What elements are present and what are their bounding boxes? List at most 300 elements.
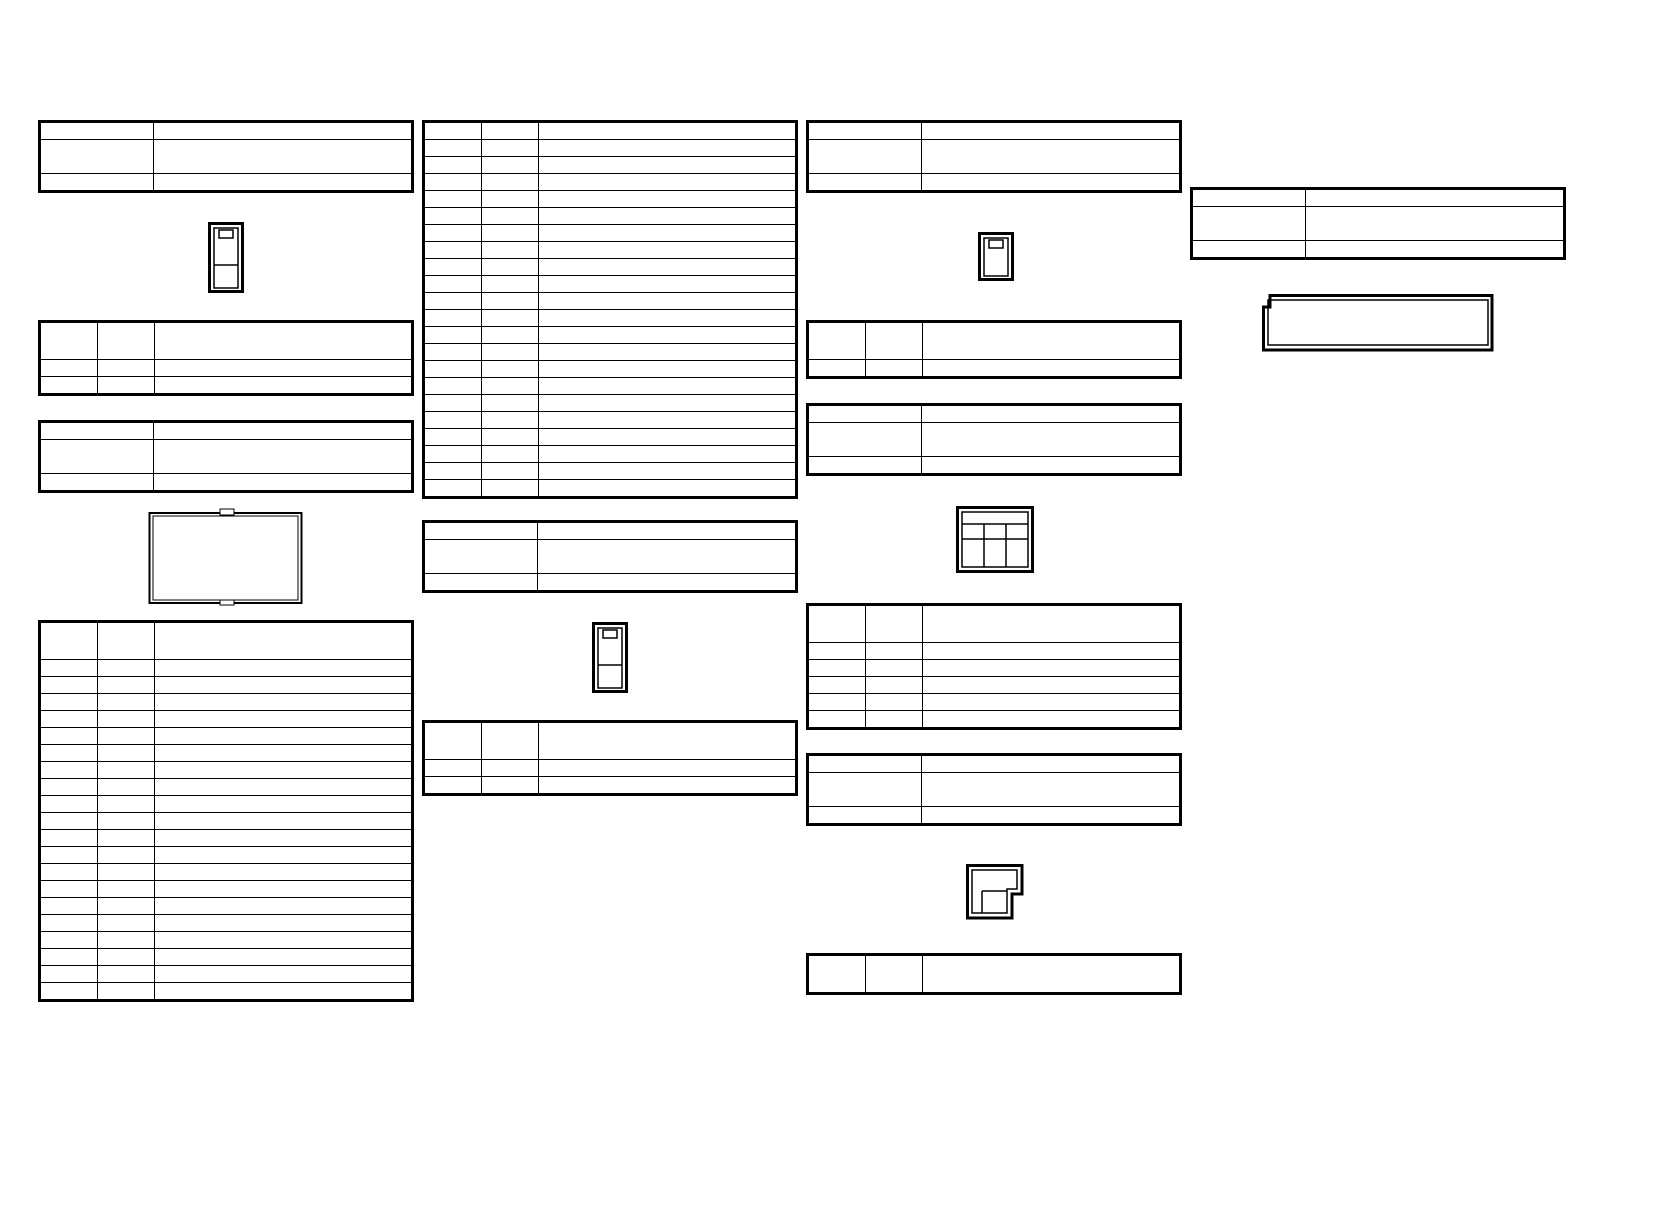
table-row	[424, 242, 797, 259]
signal-table-e106	[422, 720, 798, 796]
signal-name-cell	[155, 915, 413, 932]
connector-m1-face	[978, 232, 1016, 282]
connector-no-value	[922, 755, 1181, 773]
table-row	[424, 361, 797, 378]
terminal-no-cell	[40, 728, 98, 745]
label-connector-no	[808, 122, 922, 140]
table-row	[424, 378, 797, 395]
terminal-no-cell	[40, 847, 98, 864]
column-header-signal-name	[155, 622, 413, 660]
terminal-no-cell	[424, 361, 482, 378]
connector-m69-face	[1262, 294, 1496, 352]
table-row	[40, 711, 413, 728]
terminal-no-cell	[40, 830, 98, 847]
terminal-no-cell	[424, 293, 482, 310]
terminal-no-cell	[40, 660, 98, 677]
table-row	[40, 915, 413, 932]
label-connector-name	[40, 140, 154, 174]
label-connector-type	[424, 574, 538, 592]
signal-name-cell	[539, 361, 797, 378]
table-row	[40, 966, 413, 983]
table-row	[424, 276, 797, 293]
terminal-no-cell	[424, 174, 482, 191]
wire-color-cell	[98, 711, 155, 728]
wire-color-cell	[98, 813, 155, 830]
signal-name-cell	[155, 377, 413, 395]
table-row	[424, 446, 797, 463]
wire-color-cell	[482, 378, 539, 395]
connector-e105-face	[148, 508, 304, 606]
signal-name-cell	[155, 813, 413, 830]
label-connector-no	[40, 122, 154, 140]
connector-e1-face	[208, 222, 246, 294]
wire-color-cell	[482, 429, 539, 446]
wire-color-cell	[482, 157, 539, 174]
table-row	[424, 760, 797, 777]
terminal-no-cell	[424, 208, 482, 225]
wire-color-cell	[482, 242, 539, 259]
wire-color-cell	[482, 327, 539, 344]
signal-name-cell	[155, 983, 413, 1001]
terminal-no-cell	[424, 259, 482, 276]
connector-type-value	[154, 174, 413, 192]
table-row	[424, 429, 797, 446]
table-row	[808, 677, 1181, 694]
signal-name-cell	[155, 932, 413, 949]
wire-color-cell	[98, 677, 155, 694]
terminal-no-cell	[40, 796, 98, 813]
table-row	[40, 360, 413, 377]
signal-name-cell	[155, 728, 413, 745]
connector-type-value	[922, 174, 1181, 192]
connector-type-value	[1306, 241, 1565, 259]
signal-name-cell	[539, 429, 797, 446]
column-header-color-of-wire	[866, 605, 923, 643]
table-row	[424, 122, 797, 140]
wire-color-cell	[482, 225, 539, 242]
wire-color-cell	[482, 191, 539, 208]
terminal-no-cell	[424, 760, 482, 777]
terminal-no-cell	[424, 777, 482, 795]
signal-table-header	[808, 322, 1181, 360]
signal-name-cell	[539, 777, 797, 795]
harness-side-icon	[38, 194, 90, 246]
wire-color-cell	[482, 344, 539, 361]
connector-m60-header	[806, 753, 1182, 826]
terminal-no-cell	[424, 122, 482, 140]
label-connector-name	[808, 773, 922, 807]
connector-name-value	[1306, 207, 1565, 241]
wire-color-cell	[866, 677, 923, 694]
wire-color-cell	[482, 140, 539, 157]
table-row	[424, 463, 797, 480]
column-header-terminal-no	[40, 322, 98, 360]
signal-table-m29	[806, 603, 1182, 730]
signal-name-cell	[539, 259, 797, 276]
signal-name-cell	[539, 446, 797, 463]
terminal-no-cell	[40, 745, 98, 762]
column-header-color-of-wire	[866, 322, 923, 360]
wire-color-cell	[98, 377, 155, 395]
signal-name-cell	[539, 480, 797, 498]
label-connector-name	[808, 140, 922, 174]
terminal-no-cell	[40, 915, 98, 932]
signal-table-e1	[38, 320, 414, 396]
table-row	[424, 327, 797, 344]
wire-color-cell	[98, 779, 155, 796]
signal-table-m60	[806, 953, 1182, 995]
signal-name-cell	[923, 694, 1181, 711]
wire-color-cell	[482, 310, 539, 327]
connector-name-value	[922, 423, 1181, 457]
connector-name-value	[538, 540, 797, 574]
wire-color-cell	[98, 728, 155, 745]
table-row	[424, 310, 797, 327]
label-connector-name	[424, 540, 538, 574]
label-connector-type	[40, 174, 154, 192]
connector-name-value	[154, 140, 413, 174]
harness-side-icon	[1190, 261, 1242, 313]
wire-color-cell	[482, 122, 539, 140]
wire-color-cell	[866, 711, 923, 729]
connector-type-value	[922, 457, 1181, 475]
signal-name-cell	[539, 760, 797, 777]
signal-name-cell	[539, 191, 797, 208]
wire-color-cell	[482, 412, 539, 429]
wire-color-cell	[482, 760, 539, 777]
wire-color-cell	[866, 694, 923, 711]
connector-type-value	[922, 807, 1181, 825]
label-connector-type	[808, 807, 922, 825]
table-row	[40, 949, 413, 966]
wire-color-cell	[866, 660, 923, 677]
table-row	[40, 660, 413, 677]
table-row	[424, 344, 797, 361]
terminal-no-cell	[424, 395, 482, 412]
terminal-no-cell	[424, 191, 482, 208]
signal-name-cell	[539, 276, 797, 293]
table-row	[40, 932, 413, 949]
table-row	[40, 898, 413, 915]
wire-color-cell	[866, 360, 923, 378]
wire-color-cell	[482, 480, 539, 498]
signal-name-cell	[155, 762, 413, 779]
label-connector-no	[1192, 189, 1306, 207]
signal-name-cell	[539, 242, 797, 259]
terminal-no-cell	[40, 983, 98, 1001]
terminal-no-cell	[424, 276, 482, 293]
signal-name-cell	[923, 677, 1181, 694]
signal-name-cell	[155, 830, 413, 847]
terminal-no-cell	[40, 966, 98, 983]
signal-table-header	[40, 322, 413, 360]
connector-no-value	[538, 522, 797, 540]
signal-name-cell	[539, 344, 797, 361]
signal-name-cell	[155, 677, 413, 694]
terminal-no-cell	[424, 463, 482, 480]
label-connector-no	[40, 422, 154, 440]
terminal-no-cell	[40, 377, 98, 395]
signal-name-cell	[539, 174, 797, 191]
connector-m60-face	[966, 864, 1026, 920]
signal-name-cell	[539, 378, 797, 395]
terminal-no-cell	[424, 310, 482, 327]
signal-name-cell	[539, 140, 797, 157]
table-row	[808, 643, 1181, 660]
terminal-no-cell	[40, 949, 98, 966]
connector-e106-header	[422, 520, 798, 593]
signal-name-cell	[155, 864, 413, 881]
terminal-no-cell	[808, 694, 866, 711]
wire-color-cell	[98, 983, 155, 1001]
column-header-color-of-wire	[98, 322, 155, 360]
label-connector-type	[808, 457, 922, 475]
connector-e1-header	[38, 120, 414, 193]
connector-e105-header	[38, 420, 414, 493]
table-row	[808, 694, 1181, 711]
signal-name-cell	[923, 711, 1181, 729]
signal-name-cell	[155, 847, 413, 864]
connector-no-value	[1306, 189, 1565, 207]
column-header-terminal-no	[40, 622, 98, 660]
wire-color-cell	[98, 966, 155, 983]
table-row	[808, 660, 1181, 677]
connector-no-value	[154, 122, 413, 140]
signal-table-header	[424, 722, 797, 760]
connector-name-value	[922, 773, 1181, 807]
wire-color-cell	[482, 361, 539, 378]
signal-name-cell	[539, 225, 797, 242]
connector-m1-header	[806, 120, 1182, 193]
wire-color-cell	[98, 745, 155, 762]
table-row	[424, 480, 797, 498]
table-row	[40, 864, 413, 881]
label-connector-name	[808, 423, 922, 457]
table-row	[40, 983, 413, 1001]
signal-name-cell	[155, 898, 413, 915]
wire-color-cell	[98, 881, 155, 898]
harness-side-icon	[806, 194, 858, 246]
terminal-no-cell	[424, 344, 482, 361]
wire-color-cell	[482, 174, 539, 191]
terminal-no-cell	[40, 762, 98, 779]
signal-name-cell	[155, 660, 413, 677]
table-row	[40, 779, 413, 796]
wire-color-cell	[98, 864, 155, 881]
signal-name-cell	[539, 395, 797, 412]
table-row	[40, 847, 413, 864]
signal-name-cell	[923, 643, 1181, 660]
wire-color-cell	[482, 395, 539, 412]
terminal-no-cell	[424, 242, 482, 259]
harness-side-icon	[422, 594, 474, 646]
terminal-no-cell	[40, 932, 98, 949]
terminal-no-cell	[808, 711, 866, 729]
signal-name-cell	[155, 796, 413, 813]
terminal-no-cell	[40, 779, 98, 796]
terminal-no-cell	[424, 157, 482, 174]
wire-color-cell	[98, 796, 155, 813]
connector-no-value	[154, 422, 413, 440]
signal-name-cell	[923, 360, 1181, 378]
label-connector-type	[40, 474, 154, 492]
terminal-no-cell	[424, 446, 482, 463]
table-row	[424, 157, 797, 174]
terminal-no-cell	[808, 643, 866, 660]
wire-color-cell	[98, 847, 155, 864]
terminal-no-cell	[424, 412, 482, 429]
column-header-terminal-no	[808, 605, 866, 643]
label-connector-type	[808, 174, 922, 192]
wire-color-cell	[482, 293, 539, 310]
signal-table-e105-continued	[422, 120, 798, 499]
harness-side-icon	[806, 827, 858, 879]
table-row	[424, 412, 797, 429]
signal-name-cell	[539, 327, 797, 344]
table-row	[40, 762, 413, 779]
table-row	[424, 174, 797, 191]
column-header-terminal-no	[808, 955, 866, 994]
wire-color-cell	[482, 276, 539, 293]
table-row	[40, 881, 413, 898]
column-header-signal-name	[923, 955, 1181, 994]
signal-name-cell	[923, 660, 1181, 677]
signal-name-cell	[155, 360, 413, 377]
column-header-terminal-no	[808, 322, 866, 360]
table-row	[808, 360, 1181, 378]
signal-table-header	[808, 955, 1181, 994]
table-row	[808, 711, 1181, 729]
signal-name-cell	[155, 881, 413, 898]
terminal-no-cell	[40, 711, 98, 728]
signal-name-cell	[155, 711, 413, 728]
table-row	[40, 830, 413, 847]
harness-side-icon	[38, 494, 90, 546]
label-connector-type	[1192, 241, 1306, 259]
table-row	[424, 395, 797, 412]
table-row	[424, 225, 797, 242]
wire-color-cell	[98, 660, 155, 677]
table-row	[40, 745, 413, 762]
label-connector-no	[808, 755, 922, 773]
connector-type-value	[154, 474, 413, 492]
signal-name-cell	[155, 966, 413, 983]
terminal-no-cell	[40, 813, 98, 830]
connector-m69-header	[1190, 187, 1566, 260]
wire-color-cell	[482, 208, 539, 225]
signal-table-m1	[806, 320, 1182, 379]
table-row	[40, 377, 413, 395]
column-header-terminal-no	[424, 722, 482, 760]
connector-name-value	[922, 140, 1181, 174]
table-row	[424, 140, 797, 157]
column-header-color-of-wire	[482, 722, 539, 760]
harness-side-icon	[806, 477, 858, 529]
label-connector-no	[808, 405, 922, 423]
wire-color-cell	[482, 463, 539, 480]
column-header-color-of-wire	[98, 622, 155, 660]
signal-table-e105	[38, 620, 414, 1002]
table-row	[40, 677, 413, 694]
column-header-signal-name	[155, 322, 413, 360]
signal-name-cell	[539, 310, 797, 327]
terminal-no-cell	[424, 378, 482, 395]
terminal-no-cell	[40, 677, 98, 694]
table-row	[424, 208, 797, 225]
wire-color-cell	[98, 932, 155, 949]
column-header-signal-name	[923, 605, 1181, 643]
signal-table-header	[40, 622, 413, 660]
table-row	[424, 259, 797, 276]
wire-color-cell	[866, 643, 923, 660]
label-connector-no	[424, 522, 538, 540]
terminal-no-cell	[424, 140, 482, 157]
terminal-no-cell	[808, 677, 866, 694]
terminal-no-cell	[40, 360, 98, 377]
terminal-no-cell	[424, 429, 482, 446]
terminal-no-cell	[40, 881, 98, 898]
wire-color-cell	[98, 915, 155, 932]
wire-color-cell	[98, 898, 155, 915]
wire-color-cell	[98, 360, 155, 377]
wire-color-cell	[98, 694, 155, 711]
terminal-no-cell	[424, 225, 482, 242]
table-row	[424, 293, 797, 310]
connector-m29-header	[806, 403, 1182, 476]
column-header-signal-name	[539, 722, 797, 760]
column-header-signal-name	[923, 322, 1181, 360]
terminal-no-cell	[424, 480, 482, 498]
signal-table-header	[808, 605, 1181, 643]
wire-color-cell	[482, 777, 539, 795]
label-connector-name	[40, 440, 154, 474]
terminal-no-cell	[40, 864, 98, 881]
column-header-color-of-wire	[866, 955, 923, 994]
table-row	[40, 694, 413, 711]
signal-name-cell	[539, 463, 797, 480]
table-row	[40, 813, 413, 830]
table-row	[40, 728, 413, 745]
wire-color-cell	[482, 446, 539, 463]
signal-name-cell	[539, 122, 797, 140]
wire-color-cell	[98, 762, 155, 779]
connector-m29-face	[956, 506, 1036, 574]
signal-name-cell	[155, 779, 413, 796]
terminal-no-cell	[808, 660, 866, 677]
signal-name-cell	[539, 412, 797, 429]
signal-name-cell	[539, 157, 797, 174]
signal-name-cell	[155, 949, 413, 966]
wire-color-cell	[98, 830, 155, 847]
wire-color-cell	[482, 259, 539, 276]
signal-name-cell	[539, 208, 797, 225]
connector-no-value	[922, 405, 1181, 423]
connector-type-value	[538, 574, 797, 592]
signal-name-cell	[155, 745, 413, 762]
connector-name-value	[154, 440, 413, 474]
signal-name-cell	[539, 293, 797, 310]
connector-e106-face	[592, 622, 630, 694]
table-row	[424, 777, 797, 795]
terminal-no-cell	[424, 327, 482, 344]
terminal-no-cell	[40, 898, 98, 915]
terminal-no-cell	[40, 694, 98, 711]
label-connector-name	[1192, 207, 1306, 241]
wire-color-cell	[98, 949, 155, 966]
table-row	[424, 191, 797, 208]
terminal-no-cell	[808, 360, 866, 378]
connector-no-value	[922, 122, 1181, 140]
